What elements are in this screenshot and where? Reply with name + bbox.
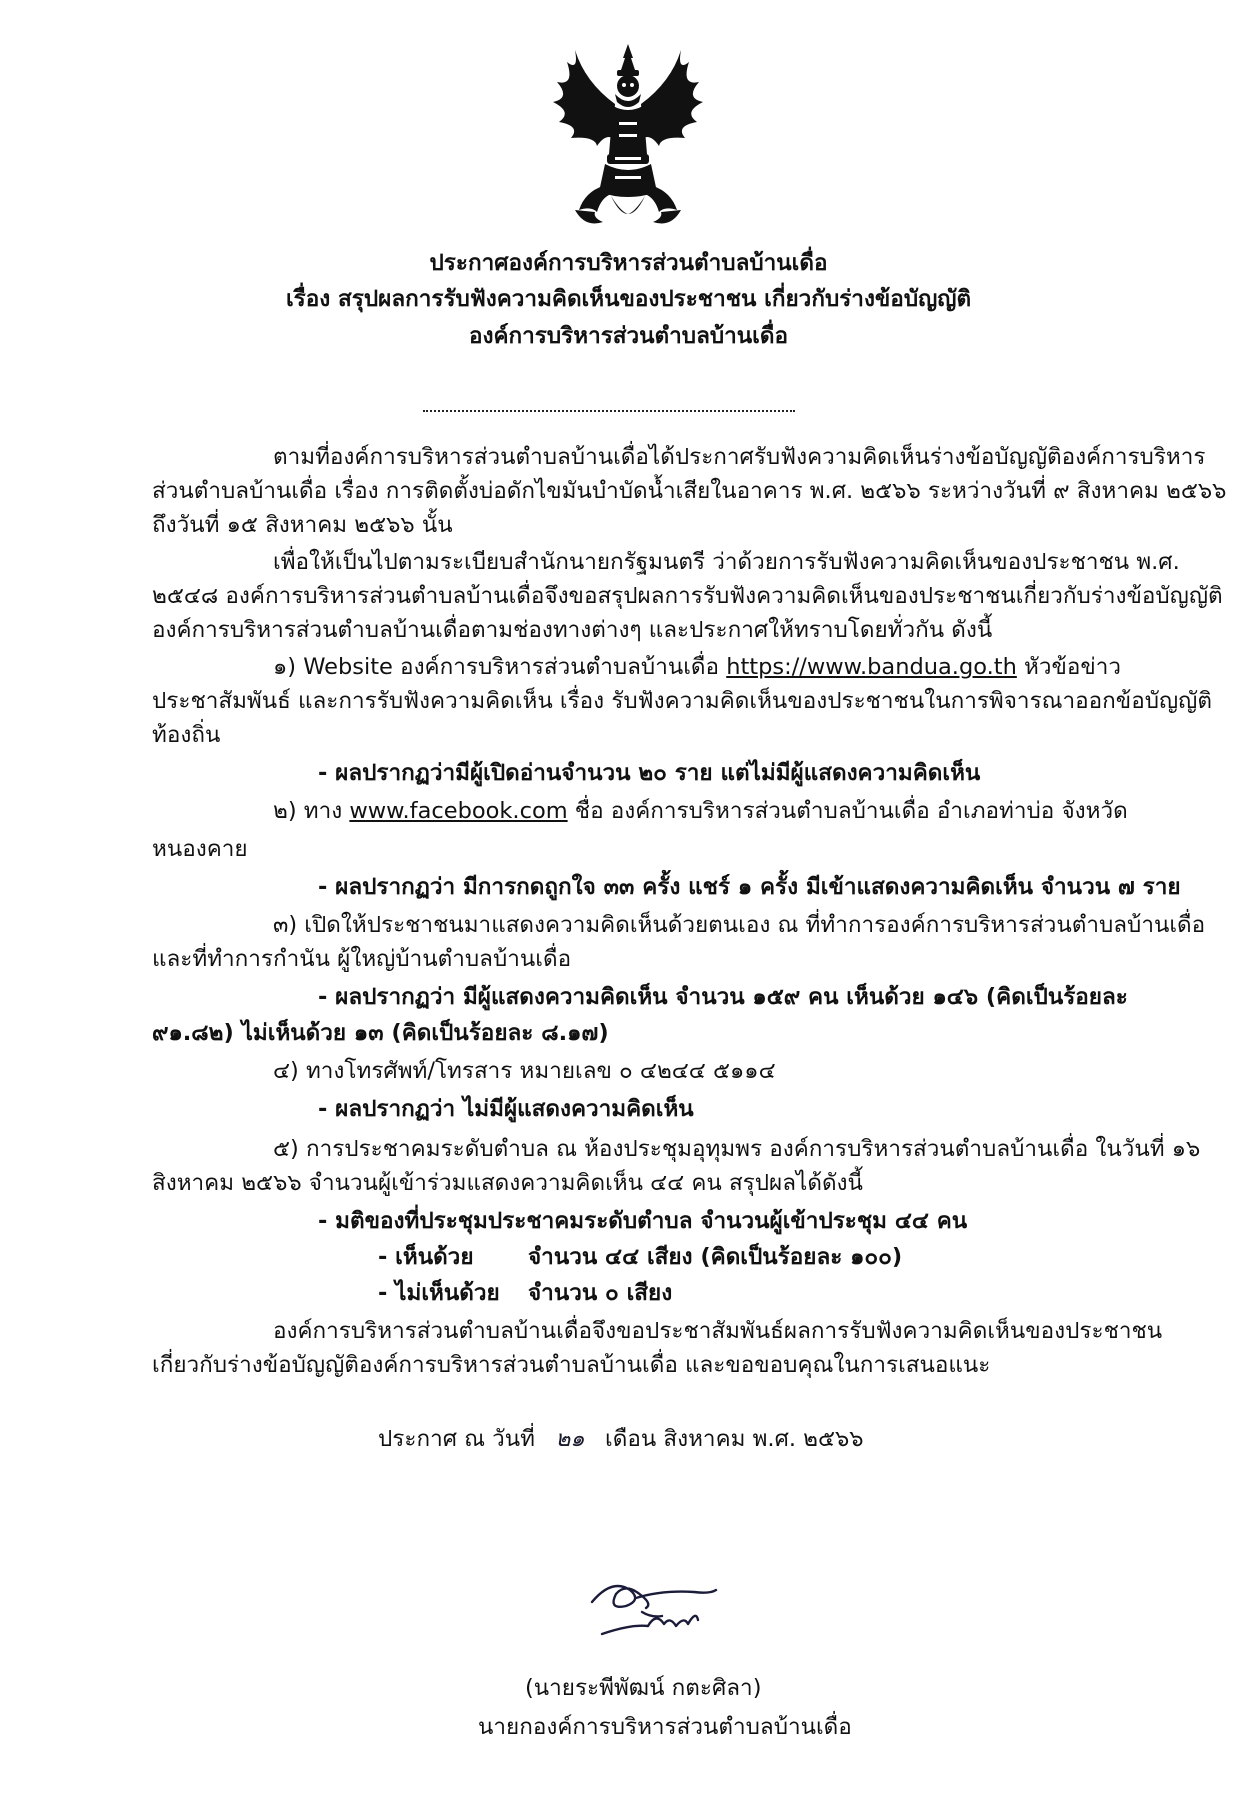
item-2-prefix: ๒) ทาง — [273, 798, 350, 824]
announce-date — [378, 1422, 864, 1456]
announcement-title: ประกาศองค์การบริหารส่วนตำบลบ้านเดื่อ — [429, 250, 828, 276]
agree-label: - เห็นด้วย — [378, 1244, 474, 1270]
disagree-label: - ไม่เห็นด้วย — [378, 1280, 500, 1306]
item-2-line-1 — [273, 794, 1128, 828]
item-3-result-line-2: ๙๑.๘๒) ไม่เห็นด้วย ๑๓ (คิดเป็นร้อยละ ๘.๑๗) — [152, 1020, 609, 1046]
signer-title: นายกองค์การบริหารส่วนตำบลบ้านเดื่อ — [478, 1714, 852, 1740]
item-5-line-1: ๕) การประชาคมระดับตำบล ณ ห้องประชุมอุทุมพร องค์การบริหารส่วนตำบลบ้านเดื่อ ในวันที่ ๑๖ — [273, 1136, 1201, 1162]
disagree-value: จำนวน ๐ เสียง — [528, 1280, 673, 1306]
item-1-line-1 — [273, 650, 1122, 684]
item-2-result: - ผลปรากฏว่า มีการกดถูกใจ ๓๓ ครั้ง แชร์ ๑ ครั้ง มีเข้าแสดงความคิดเห็น จำนวน ๗ ราย — [318, 874, 1181, 900]
paragraph-2-line-1: เพื่อให้เป็นไปตามระเบียบสำนักนายกรัฐมนตรี ว่าด้วยการรับฟังความคิดเห็นของประชาชน พ.ศ. — [273, 549, 1180, 575]
facebook-link[interactable]: www.facebook.com — [349, 798, 568, 824]
item-1-line-3: ท้องถิ่น — [152, 722, 221, 748]
paragraph-2-line-3: องค์การบริหารส่วนตำบลบ้านเดื่อตามช่องทางต่างๆ และประกาศให้ทราบโดยทั่วกัน ดังนี้ — [152, 617, 993, 643]
item-3-result-line-1: - ผลปรากฏว่า มีผู้แสดงความคิดเห็น จำนวน ๑๕๙ คน เห็นด้วย ๑๔๖ (คิดเป็นร้อยละ — [318, 984, 1128, 1010]
garuda-emblem-icon — [545, 42, 711, 234]
announce-suffix: เดือน สิงหาคม พ.ศ. ๒๕๖๖ — [605, 1426, 864, 1452]
item-3-line-1: ๓) เปิดให้ประชาชนมาแสดงความคิดเห็นด้วยตนเอง ณ ที่ทำการองค์การบริหารส่วนตำบลบ้านเดื่อ — [273, 912, 1206, 938]
item-1-prefix: ๑) Website องค์การบริหารส่วนตำบลบ้านเดื่อ — [273, 654, 727, 680]
website-link[interactable]: https://www.bandua.go.th — [726, 654, 1017, 680]
item-1-result: - ผลปรากฏว่ามีผู้เปิดอ่านจำนวน ๒๐ ราย แต่ไม่มีผู้แสดงความคิดเห็น — [318, 760, 981, 786]
closing-line-1: องค์การบริหารส่วนตำบลบ้านเดื่อจึงขอประชาสัมพันธ์ผลการรับฟังความคิดเห็นของประชาชน — [273, 1318, 1163, 1344]
announcement-organization: องค์การบริหารส่วนตำบลบ้านเดื่อ — [469, 323, 788, 349]
announce-prefix: ประกาศ ณ วันที่ — [378, 1426, 536, 1452]
paragraph-1-line-3: ถึงวันที่ ๑๕ สิงหาคม ๒๕๖๖ นั้น — [152, 512, 453, 538]
item-3-line-2: และที่ทำการกำนัน ผู้ใหญ่บ้านตำบลบ้านเดื่อ — [152, 946, 572, 972]
paragraph-1-line-2: ส่วนตำบลบ้านเดื่อ เรื่อง การติดตั้งบ่อดักไขมันบำบัดน้ำเสียในอาคาร พ.ศ. ๒๕๖๖ ระหว่างวันที่ ๙ สิงหาคม ๒๕๖๖ — [152, 478, 1227, 504]
item-2-line-2: หนองคาย — [152, 836, 248, 862]
item-4-result: - ผลปรากฏว่า ไม่มีผู้แสดงความคิดเห็น — [318, 1096, 694, 1122]
item-1-line-2: ประชาสัมพันธ์ และการรับฟังความคิดเห็น เรื่อง รับฟังความคิดเห็นของประชาชนในการพิจารณาออกข้อบัญญัติ — [152, 688, 1212, 714]
closing-line-2: เกี่ยวกับร่างข้อบัญญัติองค์การบริหารส่วนตำบลบ้านเดื่อ และขอขอบคุณในการเสนอแนะ — [152, 1352, 991, 1378]
item-5-line-2: สิงหาคม ๒๕๖๖ จำนวนผู้เข้าร่วมแสดงความคิดเห็น ๔๔ คน สรุปผลได้ดังนี้ — [152, 1170, 863, 1196]
header-divider — [423, 410, 795, 414]
item-1-suffix: หัวข้อข่าว — [1016, 654, 1122, 680]
item-2-suffix: ชื่อ องค์การบริหารส่วนตำบลบ้านเดื่อ อำเภอท่าบ่อ จังหวัด — [567, 798, 1128, 824]
paragraph-2-line-2: ๒๕๔๘ องค์การบริหารส่วนตำบลบ้านเดื่อจึงขอสรุปผลการรับฟังความคิดเห็นของประชาชนเกี่ยวกับร่างข้อบัญญัติ — [152, 583, 1223, 609]
announcement-subject: เรื่อง สรุปผลการรับฟังความคิดเห็นของประชาชน เกี่ยวกับร่างข้อบัญญัติ — [285, 286, 972, 312]
item-5-resolution: - มติของที่ประชุมประชาคมระดับตำบล จำนวนผู้เข้าประชุม ๔๔ คน — [318, 1208, 968, 1234]
announce-day: ๒๑ — [555, 1426, 585, 1452]
paragraph-1-line-1: ตามที่องค์การบริหารส่วนตำบลบ้านเดื่อได้ประกาศรับฟังความคิดเห็นร่างข้อบัญญัติองค์การบริหาร — [273, 444, 1206, 470]
signer-name: (นายระพีพัฒน์ กตะศิลา) — [525, 1675, 762, 1701]
item-4-line-1: ๔) ทางโทรศัพท์/โทรสาร หมายเลข ๐ ๔๒๔๔ ๕๑๑๔ — [273, 1058, 776, 1084]
agree-value: จำนวน ๔๔ เสียง (คิดเป็นร้อยละ ๑๐๐) — [528, 1244, 903, 1270]
handwritten-signature-icon — [582, 1572, 722, 1644]
